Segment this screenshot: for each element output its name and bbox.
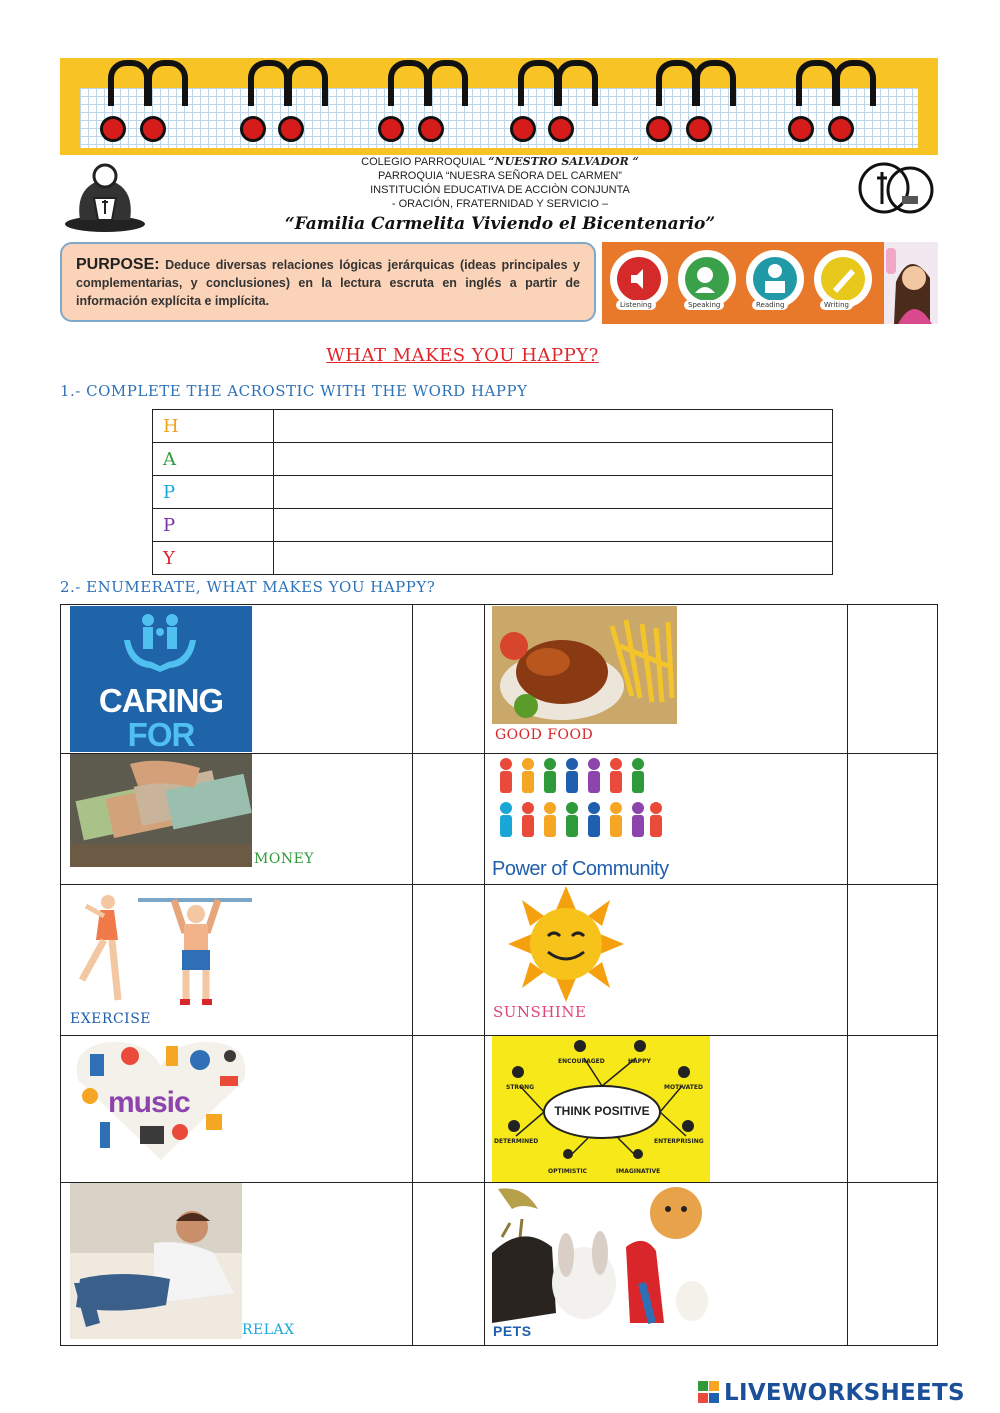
answer-field[interactable] (848, 1183, 937, 1345)
acrostic-letter: P (153, 509, 274, 542)
skill-label-writing: Writing (820, 300, 853, 310)
sunshine-caption: SUNSHINE (493, 1003, 587, 1021)
label-determined: DETERMINED (494, 1138, 539, 1145)
question-1: 1.- COMPLETE THE ACROSTIC WITH THE WORD HAPPY (60, 382, 528, 400)
think-positive-image (492, 1036, 710, 1182)
answer-field[interactable] (848, 605, 937, 753)
money-caption: MONEY (254, 851, 315, 867)
school-line4: - ORACIÓN, FRATERNIDAD Y SERVICIO – (391, 198, 609, 210)
answer-field[interactable] (413, 605, 484, 753)
purpose-label: PURPOSE: (76, 256, 160, 273)
answer-field[interactable] (413, 1036, 484, 1182)
school-line3: INSTITUCIÓN EDUCATIVA DE ACCIÒN CONJUNTA (370, 184, 630, 196)
label-encouraged: ENCOURAGED (558, 1058, 605, 1065)
table-row (153, 542, 833, 575)
acrostic-table (152, 409, 833, 575)
family-hands-icon (120, 610, 202, 674)
label-optimistic: OPTIMISTIC (548, 1168, 588, 1175)
label-enterprising: ENTERPRISING (654, 1138, 704, 1145)
relax-image (70, 1183, 242, 1339)
caring-for-others-image (70, 606, 252, 752)
label-imaginative: IMAGINATIVE (616, 1168, 661, 1175)
pets-image (492, 1183, 710, 1323)
acrostic-answer-field[interactable] (274, 509, 833, 542)
answer-field[interactable] (848, 1036, 937, 1182)
think-positive-text: THINK POSITIVE (554, 1104, 650, 1118)
exercise-caption: EXERCISE (70, 1011, 151, 1027)
skill-label-speaking: Speaking (684, 300, 724, 310)
header-banner (60, 58, 938, 155)
purpose-text: Deduce diversas relaciones lógicas jerárquicas (ideas principales y complementarias, y conclusiones) en la lectura escruta en inglés a partir de información explícita e implícita. (76, 258, 580, 308)
answer-field[interactable] (848, 754, 937, 884)
page-title: WHAT MAKES YOU HAPPY? (326, 345, 599, 366)
sunshine-image (492, 886, 640, 1002)
people-icon (492, 754, 664, 858)
answer-field[interactable] (413, 885, 484, 1035)
skill-label-listening: Listening (616, 300, 656, 310)
acrostic-answer-field[interactable] (274, 542, 833, 575)
acrostic-letter: H (153, 410, 274, 443)
table-row (153, 509, 833, 542)
community-text: Power of Community (492, 858, 669, 880)
liveworksheets-logo-icon (698, 1381, 720, 1405)
community-image (492, 754, 669, 883)
acrostic-answer-field[interactable] (274, 443, 833, 476)
label-strong: STRONG (506, 1084, 535, 1091)
acrostic-answer-field[interactable] (274, 476, 833, 509)
good-food-image (492, 606, 677, 724)
skills-panel (602, 242, 884, 324)
money-image (70, 754, 252, 867)
label-happy: HAPPY (628, 1058, 651, 1065)
liveworksheets-link[interactable]: LIVEWORKSHEETS (724, 1380, 965, 1406)
exercise-image (70, 886, 252, 1008)
school-motto: “Familia Carmelita Viviendo el Bicentenario” (284, 214, 716, 234)
caring-text: CARING (98, 682, 224, 719)
answer-field[interactable] (848, 885, 937, 1035)
answer-field[interactable] (413, 1183, 484, 1345)
table-row (153, 443, 833, 476)
school-line1: COLEGIO PARROQUIAL “NUESTRO SALVADOR “ (361, 155, 639, 168)
purpose-box (60, 242, 596, 322)
table-row (153, 410, 833, 443)
for-others-text: FOR (127, 716, 195, 753)
school-line2: PARROQUIA “NUESRA SEÑORA DEL CARMEN” (378, 170, 622, 182)
acrostic-letter: P (153, 476, 274, 509)
music-text: music (108, 1086, 190, 1119)
acrostic-letter: A (153, 443, 274, 476)
music-image (70, 1036, 252, 1168)
good-food-caption: GOOD FOOD (495, 727, 594, 743)
table-row (153, 476, 833, 509)
answer-field[interactable] (413, 754, 484, 884)
acrostic-answer-field[interactable] (274, 410, 833, 443)
skill-label-reading: Reading (752, 300, 788, 310)
question-2: 2.- ENUMERATE, WHAT MAKES YOU HAPPY? (60, 578, 436, 596)
acrostic-letter: Y (153, 542, 274, 575)
enumerate-grid (60, 604, 938, 1346)
label-motivated: MOTIVATED (664, 1084, 703, 1091)
relax-caption: RELAX (242, 1322, 295, 1338)
sun-icon (492, 886, 640, 1002)
pets-caption: PETS (493, 1323, 532, 1339)
teacher-avatar (884, 242, 938, 324)
